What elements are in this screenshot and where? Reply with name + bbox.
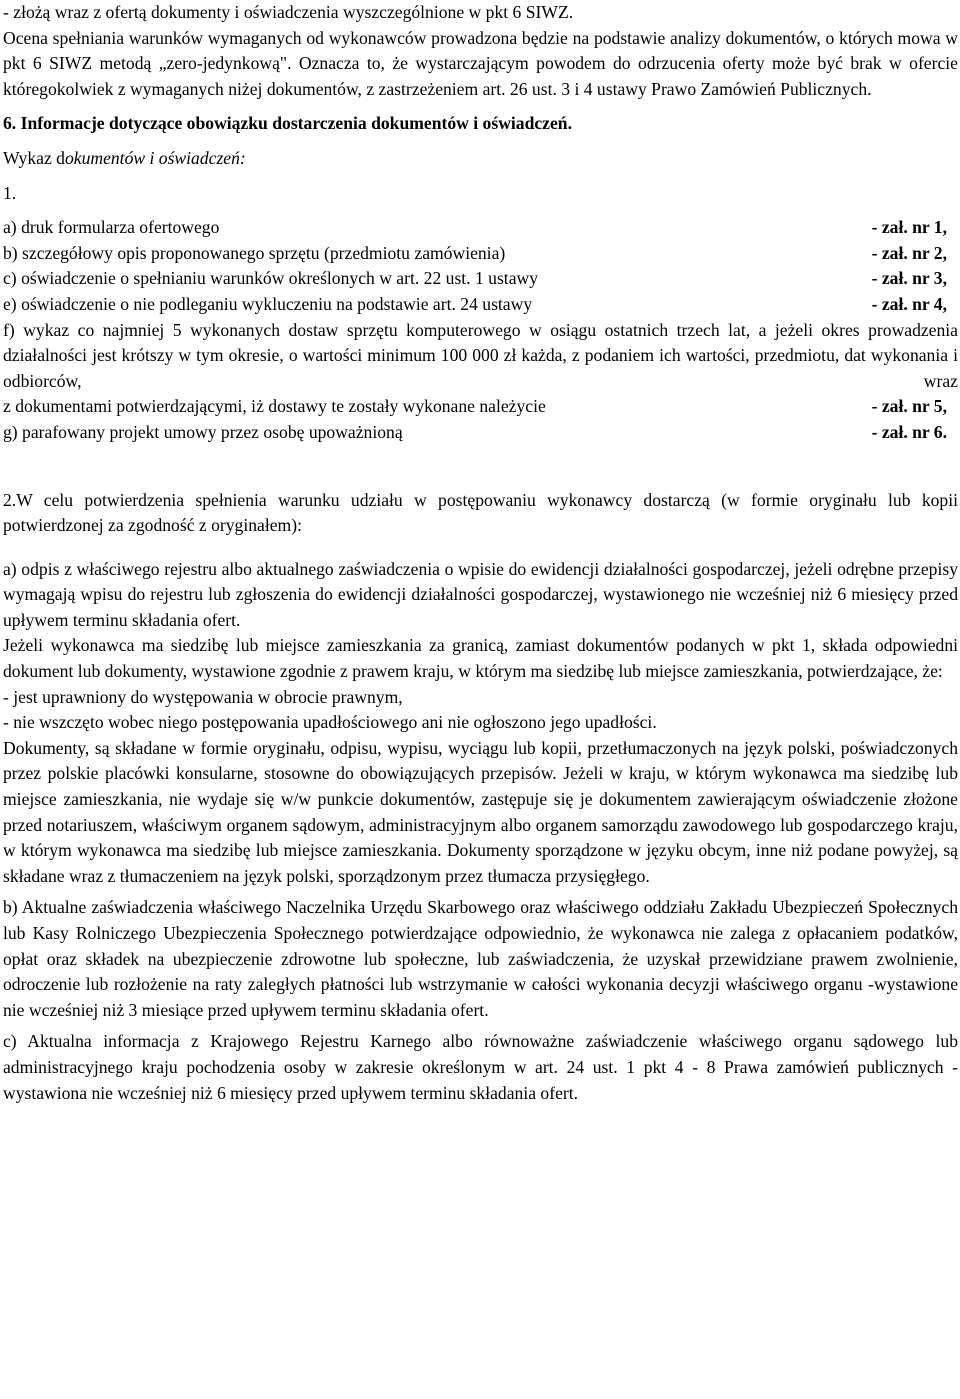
list-item-text: z dokumentami potwierdzającymi, iż dostawy te zostały wykonane należycie	[3, 396, 546, 417]
point-2-dash-1: - jest uprawniony do występowania w obrocie prawnym,	[3, 686, 403, 707]
intro-line: - złożą wraz z ofertą dokumenty i oświadczenia wyszczególnione w pkt 6 SIWZ.	[3, 2, 574, 22]
attachment-ref: - zał. nr 5,	[871, 396, 947, 417]
list-item	[3, 266, 947, 292]
list-item	[3, 241, 947, 267]
attachment-ref: - zał. nr 3,	[871, 268, 947, 289]
point-2-intro: 2.W celu potwierdzenia spełnienia warunku udziału w postępowaniu wykonawcy dostarczą (w formie oryginału lub kopii potwierdzonej za zgodność z oryginałem):	[3, 489, 958, 536]
list-item-text: a) druk formularza ofertowego	[3, 217, 220, 238]
attachment-ref: - zał. nr 6.	[871, 421, 947, 442]
list-title-prefix: Wykaz d	[3, 147, 65, 168]
attachment-ref: - zał. nr 2,	[871, 242, 947, 263]
section-6-heading: 6. Informacje dotyczące obowiązku dostarczenia dokumentów i oświadczeń.	[3, 113, 572, 134]
intro-paragraph: Ocena spełniania warunków wymaganych od wykonawców prowadzona będzie na podstawie analizy dokumentów, o których mowa w pkt 6 SIWZ metodą „zero-jedynkową". Oznacza to, że wystarczającym powodem do odrzucenia oferty może być brak w ofercie któregokolwiek z wymaganych niżej dokumentów, z zastrzeżeniem art. 26 ust. 3 i 4 ustawy Prawo Zamówień Publicznych.	[3, 27, 958, 99]
point-2-dash-2: - nie wszczęto wobec niego postępowania upadłościowego ani nie ogłoszono jego upadłości.	[3, 712, 657, 733]
attachment-ref: - zał. nr 1,	[871, 217, 947, 238]
list-item-text: e) oświadczenie o nie podleganiu wykluczeniu na podstawie art. 24 ustawy	[3, 293, 533, 314]
attachment-ref: - zał. nr 4,	[871, 293, 947, 314]
list-title	[3, 146, 958, 172]
list-item-text: g) parafowany projekt umowy przez osobę upoważnioną	[3, 421, 403, 442]
list-item-f-last	[3, 394, 947, 420]
list-item-g	[3, 420, 947, 446]
point-2-c: c) Aktualna informacja z Krajowego Rejestru Karnego albo równoważne zaświadczenie właściwego organu sądowego lub administracyjnego kraju pochodzenia osoby w zakresie określonym w art. 24 ust. 1 pkt 4 - 8 Prawa zamówień publicznych - wystawiona nie wcześniej niż 6 miesięcy przed upływem terminu składania ofert.	[3, 1031, 958, 1103]
list-title-italic: okumentów i oświadczeń:	[64, 147, 246, 168]
point-2-a: a) odpis z właściwego rejestru albo aktualnego zaświadczenia o wpisie do ewidencji działalności gospodarczej, jeżeli odrębne przepisy wymagają wpisu do rejestru lub zgłoszenia do ewidencji działalności gospodarczej, wystawionego nie wcześniej niż 6 miesięcy przed upływem terminu składania ofert.	[3, 558, 958, 630]
list-item-text: c) oświadczenie o spełnianiu warunków określonych w art. 22 ust. 1 ustawy	[3, 268, 539, 289]
point-2-b: b) Aktualne zaświadczenia właściwego Naczelnika Urzędu Skarbowego oraz właściwego oddziału Zakładu Ubezpieczeń Społecznych lub Kasy Rolniczego Ubezpieczenia Społecznego potwierdzające odpowiednio, że wykonawca nie zalega z opłacaniem podatków, opłat oraz składek na ubezpieczenie zdrowotne lub społeczne, lub zaświadczenia, że uzyskał przewidziane prawem zwolnienie, odroczenie lub rozłożenie na raty zaległych płatności lub wstrzymanie w całości wykonania decyzji właściwego organu -wystawione nie wcześniej niż 3 miesiące przed upływem terminu składania ofert.	[3, 897, 958, 1020]
point-1-label: 1.	[3, 182, 17, 203]
list-item-text: b) szczegółowy opis proponowanego sprzętu (przedmiotu zamówienia)	[3, 242, 506, 263]
list-item	[3, 215, 947, 241]
list-item-f: f) wykaz co najmniej 5 wykonanych dostaw sprzętu komputerowego w osiągu ostatnich trzech lat, a jeżeli okres prowadzenia działalności jest krótszy w tym okresie, o wartości minimum 100 000 zł każda, z podaniem ich wartości, przedmiotu, dat wykonania i odbiorców, wraz	[3, 319, 958, 391]
list-item	[3, 292, 947, 318]
point-2-documents: Dokumenty, są składane w formie oryginału, odpisu, wypisu, wyciągu lub kopii, przetłumaczonych na język polski, poświadczonych przez polskie placówki konsularne, stosowne do obowiązujących przepisów. Jeżeli w kraju, w którym wykonawca ma siedzibę lub miejsce zamieszkania, nie wydaje się w/w punkcie dokumentów, zastępuje się je dokumentem zawierającym oświadczenie złożone przed notariuszem, właściwym organem sądowym, administracyjnym albo organem samorządu zawodowego lub gospodarczego kraju, w którym wykonawca ma siedzibę lub miejsce zamieszkania. Dokumenty sporządzone w języku obcym, inne niż podane powyżej, są składane wraz z tłumaczeniem na język polski, sporządzonym przez tłumacza przysięgłego.	[3, 737, 958, 886]
point-2-foreign: Jeżeli wykonawca ma siedzibę lub miejsce zamieszkania za granicą, zamiast dokumentów podanych w pkt 1, składa odpowiedni dokument lub dokumenty, wystawione zgodnie z prawem kraju, w którym ma siedzibę lub miejsce zamieszkania, potwierdzające, że:	[3, 635, 958, 682]
